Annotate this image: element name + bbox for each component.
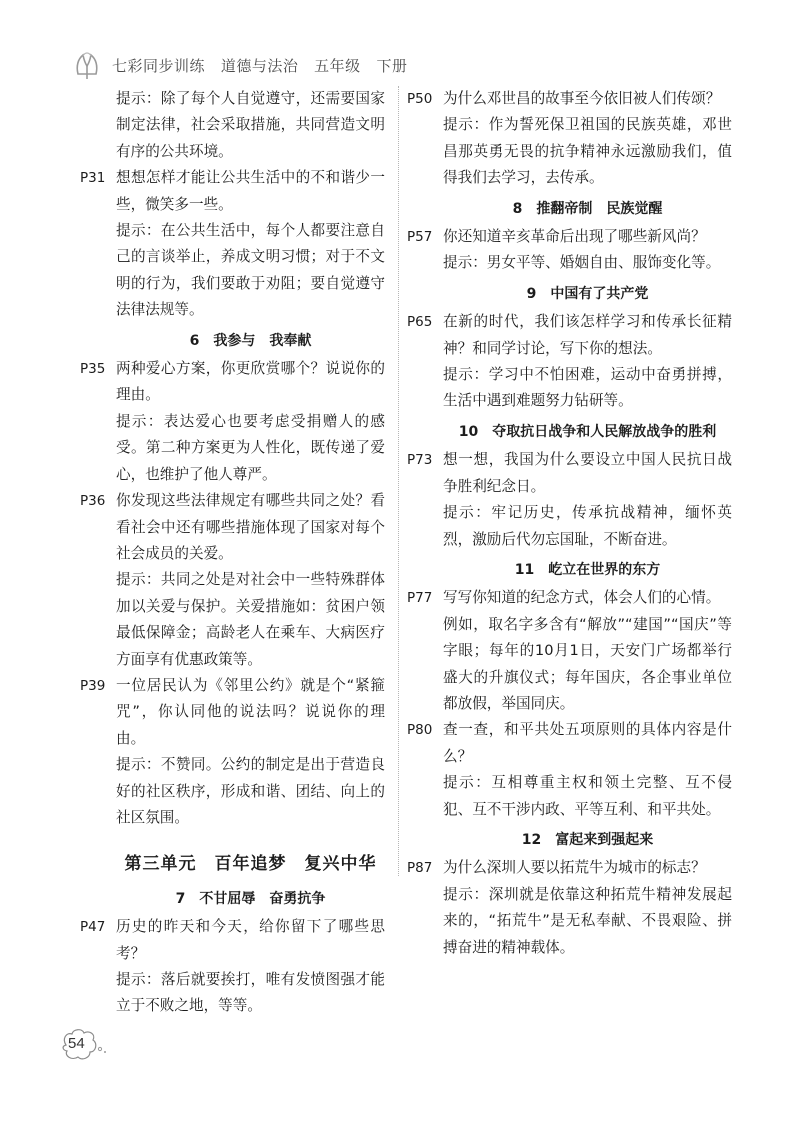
- question-item: [407, 717, 732, 770]
- question-text: 写写你知道的纪念方式，体会人们的心情。: [443, 589, 721, 607]
- page-ref: P87: [407, 860, 433, 877]
- hint-text: 提示：作为誓死保卫祖国的民族英雄，邓世昌那英勇无畏的抗争精神永远激励我们，值得我们去学习，去传承。: [443, 116, 732, 187]
- page-header: [72, 50, 408, 80]
- page-ref: P35: [80, 361, 106, 378]
- question-text: 一位居民认为《邻里公约》就是个“紧箍咒”，你认同他的说法吗？说说你的理由。: [116, 676, 385, 747]
- page-ref: P73: [407, 452, 433, 469]
- lesson-title: 12 富起来到强起来: [521, 831, 654, 848]
- question-item: [407, 309, 732, 362]
- page-ref: P77: [407, 590, 433, 607]
- question-text: 想一想，我国为什么要设立中国人民抗日战争胜利纪念日。: [443, 451, 732, 495]
- lesson-title: 6 我参与 我奉献: [189, 332, 312, 349]
- tulip-logo-icon: [72, 50, 102, 80]
- hint-text: 提示：表达爱心也要考虑受捐赠人的感受。第二种方案更为人性化，既传递了爱心，也维护了他人尊严。: [116, 412, 385, 483]
- hint-text: 提示：共同之处是对社会中一些特殊群体加以关爱与保护。关爱措施如：贫困户领最低保障金；高龄老人在乘车、大病医疗方面享有优惠政策等。: [116, 571, 385, 668]
- question-text: 两种爱心方案，你更欣赏哪个？说说你的理由。: [116, 360, 385, 404]
- lesson-title: 10 夺取抗日战争和人民解放战争的胜利: [458, 423, 717, 440]
- question-text: 想想怎样才能让公共生活中的不和谐少一些，微笑多一些。: [116, 169, 385, 213]
- page-ref: P50: [407, 91, 433, 107]
- hint-text: 提示：男女平等、婚姻自由、服饰变化等。: [443, 254, 721, 272]
- volume-label: 下册: [376, 56, 408, 75]
- question-item: [407, 447, 732, 500]
- header-text: [112, 55, 408, 76]
- hint-text: 提示：不赞同。公约的制定是出于营造良好的社区秩序，形成和谐、团结、向上的社区氛围。: [116, 756, 385, 826]
- hint-text: 提示：学习中不怕困难，运动中奋勇拼搏，生活中遇到难题努力钻研等。: [443, 366, 732, 410]
- question-text: 你发现这些法律规定有哪些共同之处？看看社会中还有哪些措施体现了国家对每个社会成员的关爱。: [116, 492, 385, 562]
- question-item: [80, 165, 385, 218]
- page-ref: P31: [80, 170, 106, 187]
- question-item: [80, 673, 385, 752]
- subject-label: 道德与法治: [220, 56, 299, 75]
- question-item: [407, 585, 732, 611]
- page-ref: P47: [80, 919, 106, 936]
- question-item: [407, 86, 732, 112]
- lesson-title: 9 中国有了共产党: [526, 285, 649, 302]
- question-text: 你还知道辛亥革命后出现了哪些新风尚？: [443, 228, 706, 246]
- series-title: 七彩同步训练: [112, 56, 206, 75]
- page-ref: P39: [80, 677, 106, 694]
- question-item: [407, 855, 732, 881]
- question-text: 历史的昨天和今天，给你留下了哪些思考？: [116, 918, 385, 962]
- hint-text: 提示：在公共生活中，每个人都要注意自己的言谈举止，养成文明习惯；对于不文明的行为，我们要敢于劝阻；要自觉遵守法律法规等。: [116, 222, 385, 319]
- lesson-title: 8 推翻帝制 民族觉醒: [512, 200, 663, 217]
- intro-hint: 提示：除了每个人自觉遵守，还需要国家制定法律，社会采取措施，共同营造文明有序的公共环境。: [116, 90, 385, 160]
- unit-title: 第三单元 百年追梦 复兴中华: [124, 854, 377, 875]
- page-ref: P36: [80, 493, 106, 510]
- question-text: 为什么深圳人要以拓荒牛为城市的标志？: [443, 859, 706, 877]
- page-number-badge: [60, 1027, 110, 1063]
- left-column: [80, 86, 385, 1020]
- hint-text: 提示：深圳就是依靠这种拓荒牛精神发展起来的，“拓荒牛”是无私奉献、不畏艰险、拼搏奋进的精神载体。: [443, 885, 732, 956]
- hint-text: 提示：牢记历史，传承抗战精神，缅怀英烈，激励后代勿忘国耻，不断奋进。: [443, 504, 732, 548]
- question-text: 在新的时代，我们该怎样学习和传承长征精神？和同学讨论，写下你的想法。: [443, 313, 732, 357]
- grade-label: 五年级: [314, 56, 361, 75]
- page-ref: P65: [407, 314, 433, 331]
- hint-text: 提示：落后就要挨打，唯有发愤图强才能立于不败之地，等等。: [116, 971, 385, 1015]
- question-item: [80, 488, 385, 567]
- question-text: 为什么邓世昌的故事至今依旧被人们传颂？: [443, 90, 721, 107]
- page-ref: P57: [407, 229, 433, 246]
- question-item: [80, 356, 385, 409]
- question-text: 查一查，和平共处五项原则的具体内容是什么？: [443, 721, 732, 765]
- right-column: [407, 86, 732, 961]
- lesson-title: 11 屹立在世界的东方: [514, 561, 661, 578]
- column-divider: [398, 86, 399, 876]
- page-number: 54: [68, 1035, 85, 1052]
- hint-text: 提示：互相尊重主权和领土完整、互不侵犯、互不干涉内政、平等互利、和平共处。: [443, 774, 732, 818]
- lesson-title: 7 不甘屈辱 奋勇抗争: [175, 890, 326, 907]
- question-item: [80, 914, 385, 967]
- hint-text: 例如，取名字多含有“解放”“建国”“国庆”等字眼；每年的10月1日，天安门广场都举行盛大的升旗仪式；每年国庆，各企事业单位都放假，举国同庆。: [443, 615, 732, 712]
- question-item: [407, 224, 732, 250]
- page-ref: P80: [407, 722, 433, 739]
